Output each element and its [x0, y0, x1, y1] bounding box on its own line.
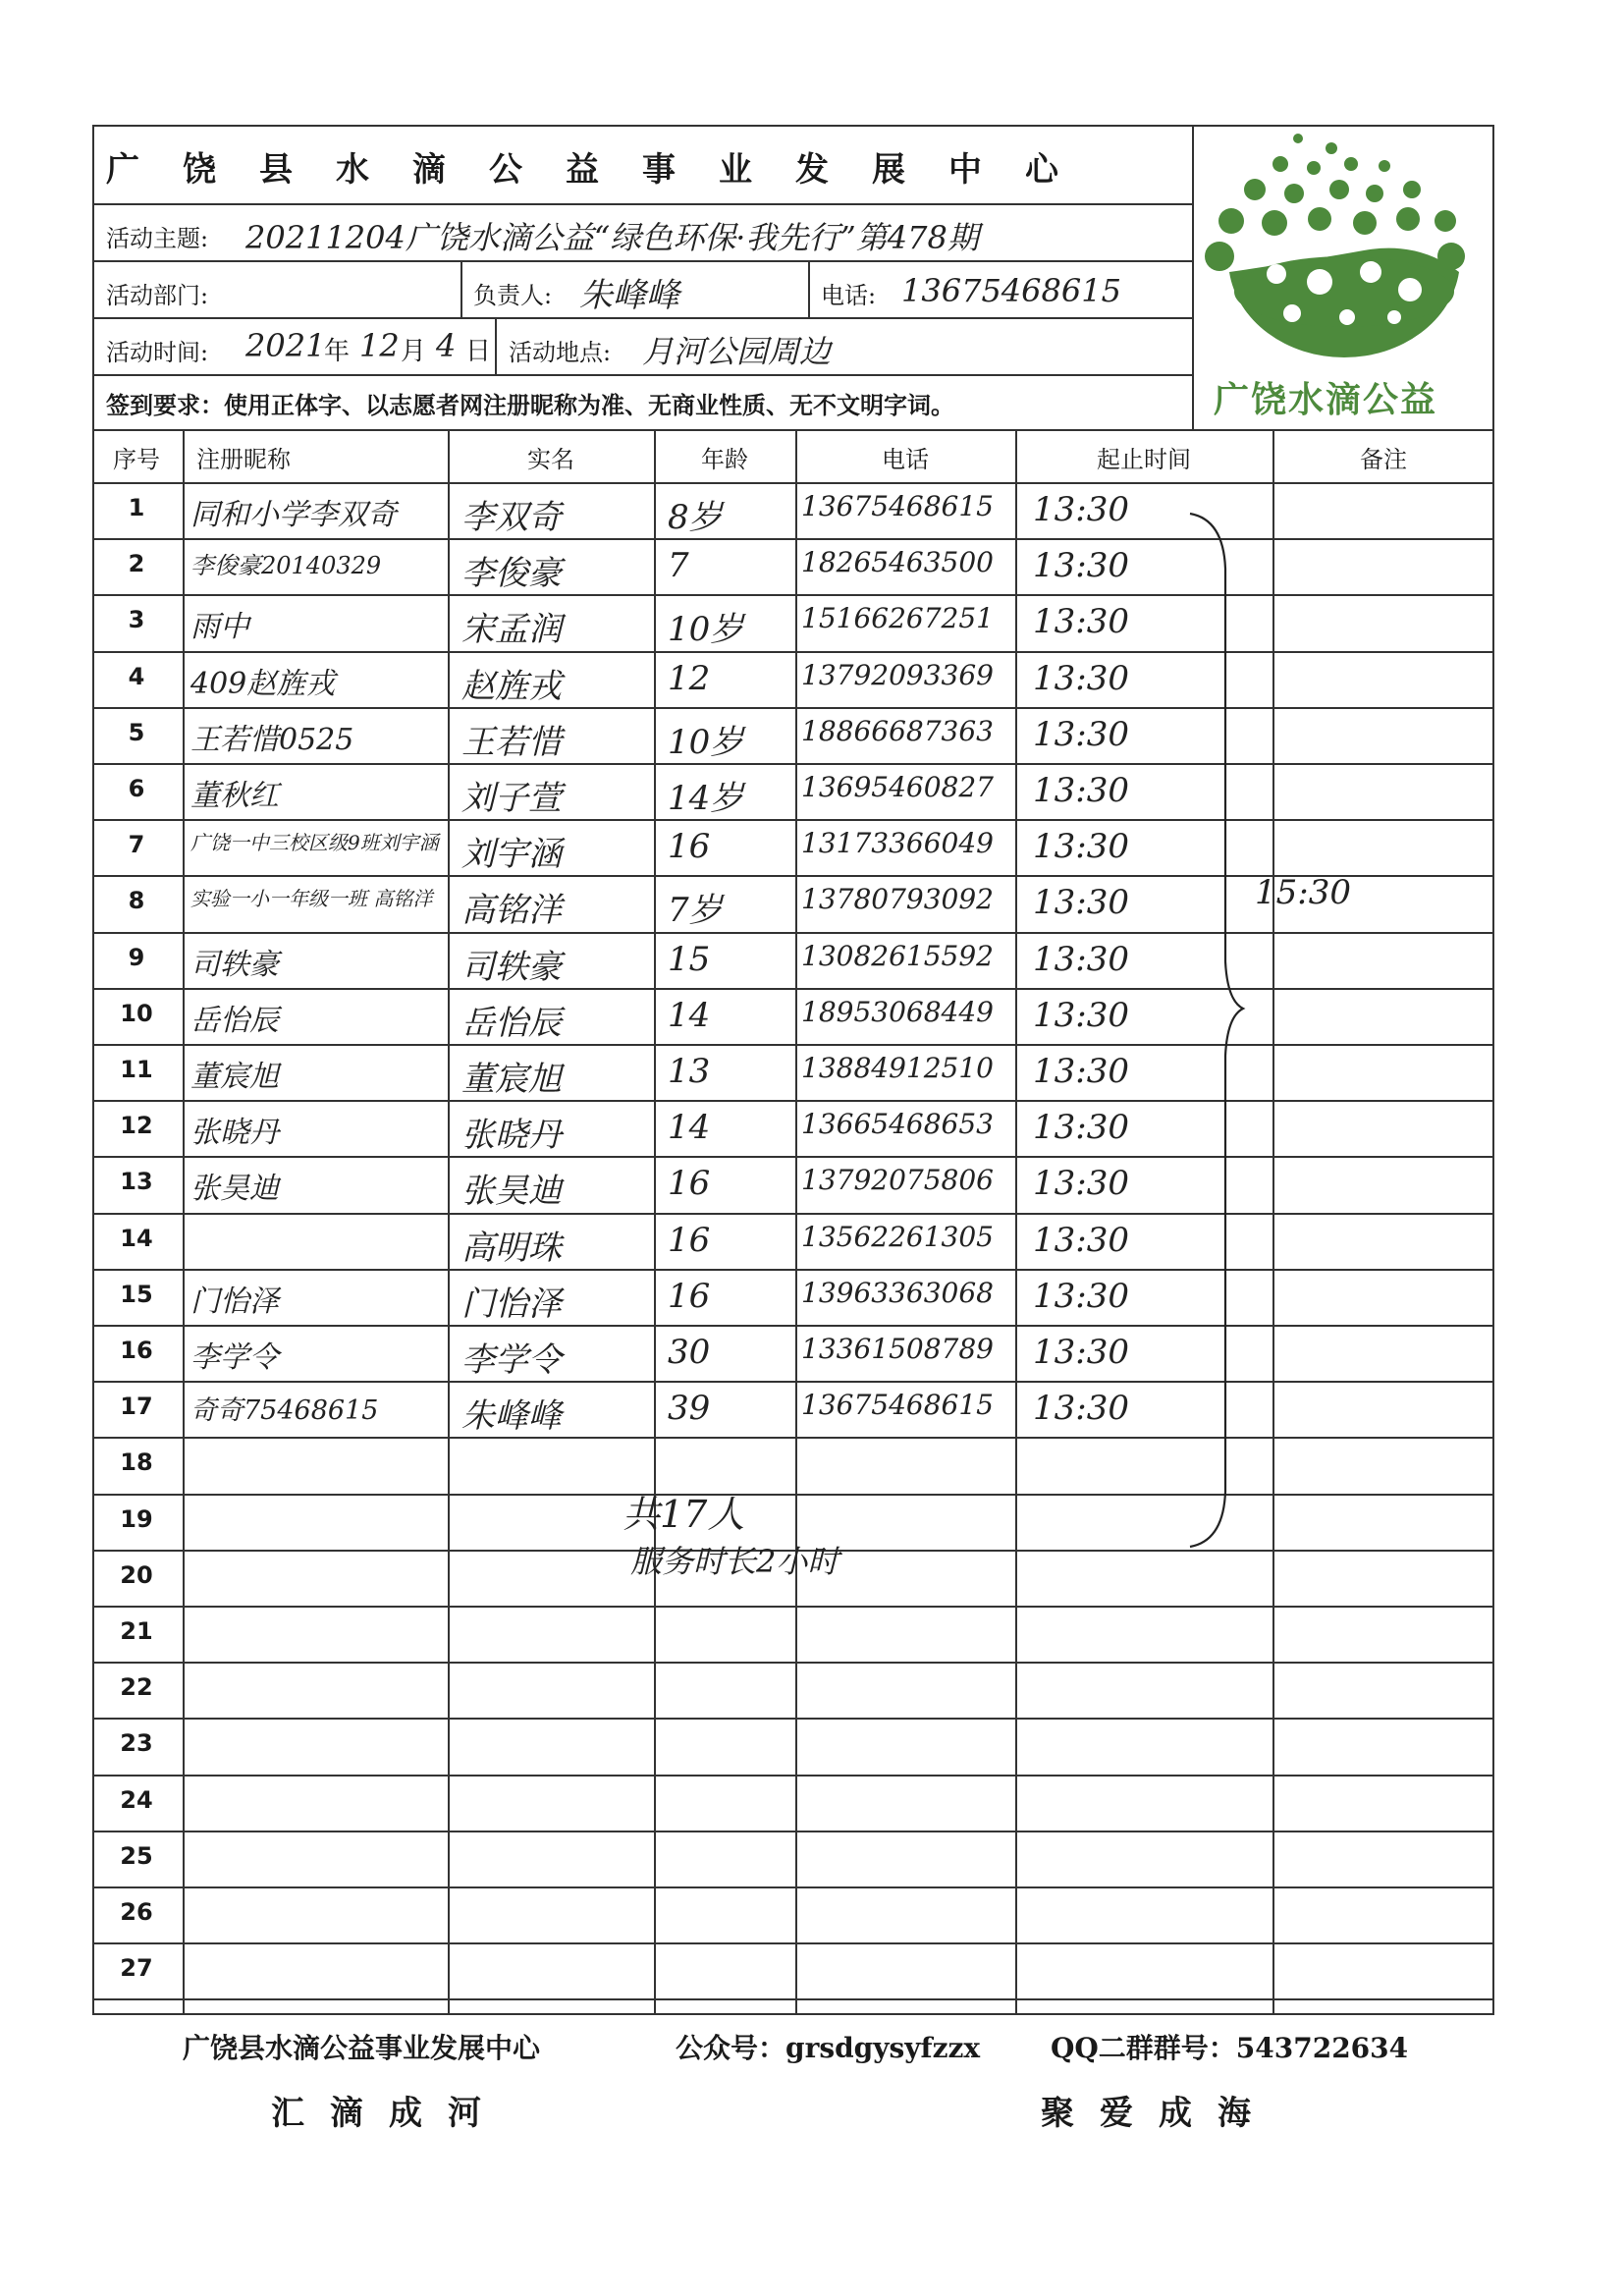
row-number: 11 [120, 1056, 153, 1083]
time-cell: 13:30 [1033, 546, 1129, 586]
time-year-unit: 年 [324, 337, 351, 366]
time-year: 2021 [245, 327, 326, 364]
col-time-header: 起止时间 [1097, 445, 1191, 473]
age-cell: 13 [668, 1052, 711, 1091]
row-number: 6 [128, 775, 145, 802]
time-cell: 13:30 [1033, 602, 1129, 642]
theme-value: 20211204广饶水滴公益“绿色环保·我先行”第478期 [245, 219, 979, 256]
phone-cell: 13173366049 [801, 827, 994, 860]
divider [92, 203, 1192, 205]
age-cell: 16 [668, 1220, 711, 1260]
signin-sheet [92, 125, 1494, 2015]
logo-text: 广饶水滴公益 [1214, 380, 1438, 420]
nickname-cell: 王若惜0525 [190, 722, 354, 757]
name-cell: 高明珠 [461, 1228, 562, 1268]
phone-cell: 13695460827 [801, 771, 994, 803]
name-cell: 张昊迪 [461, 1172, 562, 1212]
row-number: 3 [128, 606, 145, 634]
phone-cell: 13792093369 [801, 658, 994, 691]
time-cell: 13:30 [1033, 490, 1129, 529]
name-cell: 门怡泽 [461, 1284, 562, 1324]
row-number: 7 [128, 831, 145, 859]
end-time: 15:30 [1255, 873, 1351, 912]
column-divider [183, 429, 185, 2015]
nickname-cell: 董秋红 [190, 779, 279, 813]
nickname-cell: 实验一小一年级一班 高铭洋 [190, 887, 433, 911]
name-cell: 宋孟润 [461, 610, 562, 650]
age-cell: 10岁 [668, 722, 744, 762]
col-nickname-header: 注册昵称 [196, 445, 291, 473]
row-number: 18 [120, 1449, 153, 1477]
time-cell: 13:30 [1033, 827, 1129, 867]
row-number: 15 [120, 1280, 153, 1308]
phone-value: 13675468615 [901, 272, 1121, 309]
column-divider [1015, 429, 1017, 2015]
nickname-cell: 司轶豪 [190, 947, 279, 982]
nickname-cell: 门怡泽 [190, 1284, 279, 1319]
nickname-cell: 张昊迪 [190, 1172, 279, 1207]
service-duration: 服务时长2小时 [630, 1543, 839, 1580]
phone-label: 电话: [821, 282, 877, 309]
row-divider [92, 1998, 1494, 2000]
time-cell: 13:30 [1033, 995, 1129, 1035]
time-month: 12 [359, 327, 400, 364]
name-cell: 张晓丹 [461, 1116, 562, 1156]
name-cell: 高铭洋 [461, 891, 562, 931]
column-divider [795, 429, 797, 2015]
dept-label: 活动部门: [106, 282, 209, 309]
row-number: 25 [120, 1841, 153, 1870]
col-name-header: 实名 [527, 445, 574, 473]
age-cell: 7 [668, 546, 689, 586]
age-cell: 14岁 [668, 779, 744, 818]
time-month-unit: 月 [401, 337, 427, 366]
divider [460, 260, 462, 317]
name-cell: 朱峰峰 [461, 1396, 562, 1437]
org-title: 广饶县水滴公益事业发展中心 [106, 150, 1102, 190]
phone-cell: 13361508789 [801, 1333, 994, 1365]
time-cell: 13:30 [1033, 714, 1129, 754]
name-cell: 李俊豪 [461, 554, 562, 594]
row-number: 8 [128, 887, 145, 915]
phone-cell: 13562261305 [801, 1220, 994, 1253]
place-label: 活动地点: [509, 339, 612, 366]
row-divider [92, 1831, 1494, 1832]
phone-cell: 18953068449 [801, 995, 994, 1028]
name-cell: 李学令 [461, 1340, 562, 1380]
footer-qq: QQ二群群号：543722634 [1051, 2032, 1409, 2064]
phone-cell: 13082615592 [801, 939, 994, 972]
row-divider [92, 1886, 1494, 1888]
col-no-header: 序号 [113, 445, 160, 473]
divider [92, 374, 1192, 376]
age-cell: 7岁 [668, 891, 723, 931]
time-cell: 13:30 [1033, 1220, 1129, 1260]
footer-org: 广饶县水滴公益事业发展中心 [183, 2032, 541, 2064]
age-cell: 30 [668, 1333, 711, 1372]
row-divider [92, 1606, 1494, 1608]
row-number: 20 [120, 1560, 153, 1589]
row-divider [92, 1942, 1494, 1944]
time-cell: 13:30 [1033, 1108, 1129, 1148]
phone-cell: 18265463500 [801, 546, 994, 579]
age-cell: 8岁 [668, 498, 723, 537]
row-number: 12 [120, 1112, 153, 1140]
logo [1192, 125, 1494, 429]
row-number: 21 [120, 1617, 153, 1645]
time-day-unit: 日 [465, 337, 492, 366]
slogan-right: 聚爱成海 [1041, 2094, 1276, 2133]
row-number: 16 [120, 1337, 153, 1364]
time-cell: 13:30 [1033, 1333, 1129, 1372]
row-divider [92, 1662, 1494, 1664]
leader-label: 负责人: [473, 282, 553, 309]
row-divider [92, 1718, 1494, 1720]
name-cell: 司轶豪 [461, 947, 562, 987]
row-number: 27 [120, 1954, 153, 1983]
phone-cell: 13884912510 [801, 1052, 994, 1084]
row-number: 1 [128, 494, 145, 521]
age-cell: 14 [668, 1108, 711, 1148]
age-cell: 15 [668, 939, 711, 979]
brace-icon [1184, 510, 1292, 1590]
name-cell: 刘宇涵 [461, 835, 562, 875]
time-cell: 13:30 [1033, 939, 1129, 979]
divider [92, 317, 1192, 319]
time-label: 活动时间: [106, 339, 209, 366]
col-remark-header: 备注 [1360, 445, 1407, 473]
age-cell: 10岁 [668, 610, 744, 650]
name-cell: 刘子萱 [461, 779, 562, 818]
col-phone-header: 电话 [882, 445, 929, 473]
time-cell: 13:30 [1033, 1164, 1129, 1204]
row-number: 17 [120, 1393, 153, 1421]
row-number: 19 [120, 1504, 153, 1533]
divider [495, 317, 497, 374]
row-number: 23 [120, 1729, 153, 1758]
name-cell: 李双奇 [461, 498, 562, 537]
header-divider [92, 482, 1494, 484]
phone-cell: 13675468615 [801, 1389, 994, 1422]
nickname-cell: 李俊豪20140329 [190, 552, 382, 580]
phone-cell: 13780793092 [801, 883, 994, 916]
col-age-header: 年龄 [701, 445, 748, 473]
time-cell: 13:30 [1033, 1389, 1129, 1429]
age-cell: 14 [668, 995, 711, 1035]
name-cell: 岳怡辰 [461, 1003, 562, 1043]
phone-cell: 13792075806 [801, 1164, 994, 1197]
age-cell: 16 [668, 827, 711, 867]
row-number: 10 [120, 999, 153, 1027]
time-cell: 13:30 [1033, 1276, 1129, 1316]
nickname-cell: 岳怡辰 [190, 1003, 279, 1038]
nickname-cell: 张晓丹 [190, 1116, 279, 1151]
time-cell: 13:30 [1033, 1052, 1129, 1091]
nickname-cell: 董宸旭 [190, 1060, 279, 1094]
phone-cell: 13675468615 [801, 490, 994, 522]
name-cell: 赵旌戎 [461, 666, 562, 706]
phone-cell: 13665468653 [801, 1108, 994, 1141]
nickname-cell: 奇奇75468615 [190, 1395, 379, 1427]
row-number: 4 [128, 662, 145, 690]
place-value: 月河公园周边 [642, 333, 832, 370]
row-number: 26 [120, 1898, 153, 1926]
water-drop-logo-icon [1192, 125, 1494, 370]
name-cell: 董宸旭 [461, 1060, 562, 1099]
theme-label: 活动主题: [106, 225, 209, 252]
divider [92, 260, 1192, 262]
row-number: 22 [120, 1673, 153, 1702]
row-number: 14 [120, 1224, 153, 1252]
nickname-cell: 409赵旌戎 [190, 666, 336, 701]
row-number: 13 [120, 1168, 153, 1196]
time-cell: 13:30 [1033, 771, 1129, 810]
row-divider [92, 1775, 1494, 1777]
phone-cell: 13963363068 [801, 1276, 994, 1309]
nickname-cell: 李学令 [190, 1340, 279, 1375]
row-number: 2 [128, 550, 145, 578]
name-cell: 王若惜 [461, 722, 562, 762]
nickname-cell: 同和小学李双奇 [190, 498, 397, 532]
requirement-text: 签到要求：使用正体字、以志愿者网注册昵称为准、无商业性质、无不文明字词。 [106, 391, 954, 419]
phone-cell: 15166267251 [801, 602, 994, 635]
footer-wechat: 公众号：grsdgysyfzzx [676, 2032, 981, 2064]
divider [808, 260, 810, 317]
time-cell: 13:30 [1033, 883, 1129, 923]
slogan-left: 汇滴成河 [271, 2094, 507, 2133]
time-cell: 13:30 [1033, 658, 1129, 698]
nickname-cell: 雨中 [190, 610, 249, 645]
age-cell: 39 [668, 1389, 711, 1429]
column-divider [448, 429, 450, 2015]
age-cell: 12 [668, 658, 711, 698]
phone-cell: 18866687363 [801, 714, 994, 747]
column-divider [654, 429, 656, 2015]
row-number: 24 [120, 1785, 153, 1814]
age-cell: 16 [668, 1276, 711, 1316]
time-day: 4 [436, 327, 457, 364]
leader-value: 朱峰峰 [579, 276, 679, 315]
row-number: 9 [128, 943, 145, 971]
nickname-cell: 广饶一中三校区级9班刘宇涵 [190, 831, 439, 855]
age-cell: 16 [668, 1164, 711, 1204]
row-number: 5 [128, 718, 145, 746]
total-count: 共17人 [623, 1493, 745, 1536]
